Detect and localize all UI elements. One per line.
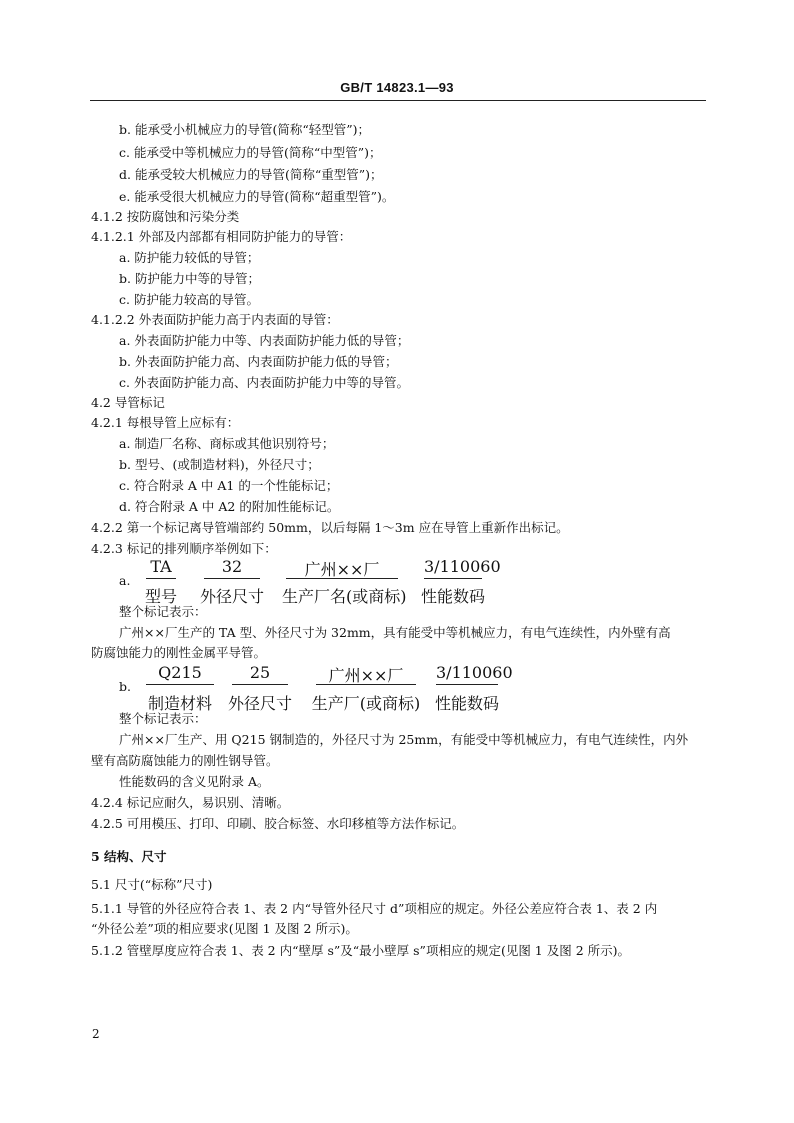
example-b-top-3: 广州××厂 [328,666,404,685]
text-line: d. 符合附录 A 中 A2 的附加性能标记。 [119,499,340,514]
text-line: 4.2.2 第一个标记离导管端部约 50mm，以后每隔 1～3m 应在导管上重新作出标记。 [91,520,569,535]
example-b-bottom-4: 性能数码 [434,694,499,713]
text-line: 4.1.2 按防腐蚀和污染分类 [91,209,240,224]
example-b-bottom-1: 制造材料 [147,694,212,713]
text-line: d. 能承受较大机械应力的导管(简称“重型管”)； [119,167,383,182]
example-a-top-4: 3/110060 [424,557,501,576]
example-b-bottom-2: 外径尺寸 [227,694,292,713]
example-b-top-4: 3/110060 [436,663,513,682]
text-line: 广州××厂生产、用 Q215 钢制造的，外径尺寸为 25mm，有能受中等机械应力，有电气连续性，内外 [119,732,689,747]
example-a-rule-2 [204,578,260,579]
text-line: 4.1.2.1 外部及内部都有相同防护能力的导管： [91,229,352,244]
text-line: b. 外表面防护能力高、内表面防护能力低的导管； [119,354,398,369]
example-a-bottom-1: 型号 [144,587,177,606]
text-line: “外径公差”项的相应要求(见图 1 及图 2 所示)。 [91,921,358,936]
text-line: 防腐蚀能力的刚性金属平导管。 [91,645,267,660]
example-a-top-2: 32 [221,557,243,576]
text-line: 整个标记表示： [119,711,207,726]
example-b-top-1: Q215 [158,663,202,682]
example-b-bottom-3: 生产厂(或商标) [311,694,421,713]
example-a-bottom-3: 生产厂名(或商标) [282,587,407,606]
text-line: c. 符合附录 A 中 A1 的一个性能标记； [119,478,339,493]
example-a-rule-1 [146,578,176,579]
text-line: 4.2 导管标记 [91,395,165,410]
example-b-rule-4 [436,684,498,685]
example-b-rule-3 [316,684,416,685]
text-line: 广州××厂生产的 TA 型、外径尺寸为 32mm，具有能受中等机械应力，有电气连续性，内外壁有高 [119,625,671,640]
text-line: 5 结构、尺寸 [91,849,167,864]
text-line: c. 外表面防护能力高、内表面防护能力中等的导管。 [119,375,409,390]
text-line: c. 防护能力较高的导管。 [119,292,259,307]
text-line: c. 能承受中等机械应力的导管(简称“中型管”)； [119,145,382,160]
page-header: GB/T 14823.1—93 [340,80,454,95]
text-line: 4.2.3 标记的排列顺序举例如下： [91,541,277,556]
example-a-bottom-2: 外径尺寸 [199,587,264,606]
text-line: b. 能承受小机械应力的导管(简称“轻型管”)； [119,122,370,137]
text-line: 壁有高防腐蚀能力的刚性钢导管。 [91,753,279,768]
text-line: 4.1.2.2 外表面防护能力高于内表面的导管： [91,312,339,327]
example-a-rule-3 [286,578,398,579]
text-line: a. 制造厂名称、商标或其他识别符号； [119,436,335,451]
example-a-label: a. [119,573,131,588]
text-line: 整个标记表示： [119,604,207,619]
text-line: a. 外表面防护能力中等、内表面防护能力低的导管； [119,333,410,348]
example-a-bottom-4: 性能数码 [420,587,485,606]
text-line: 5.1.1 导管的外径应符合表 1、表 2 内“导管外径尺寸 d”项相应的规定。外径公差应符合表 1、表 2 内 [91,901,658,916]
text-line: e. 能承受很大机械应力的导管(简称“超重型管”)。 [119,189,395,204]
text-line: 5.1 尺寸(“标称”尺寸) [91,877,213,892]
example-b-top-2: 25 [249,663,271,682]
text-line: a. 防护能力较低的导管； [119,250,260,265]
text-line: 4.2.1 每根导管上应标有： [91,415,240,430]
text-line: b. 型号、(或制造材料)，外径尺寸； [119,457,320,472]
example-a-top-1: TA [150,557,172,576]
text-line: b. 防护能力中等的导管； [119,271,260,286]
text-line: 4.2.5 可用模压、打印、印刷、胶合标签、水印移植等方法作标记。 [91,816,465,831]
text-line: 4.2.4 标记应耐久，易识别、清晰。 [91,795,290,810]
example-b-rule-1 [146,684,214,685]
example-a-rule-4 [424,578,482,579]
page-number: 2 [92,1027,100,1041]
header-rule [90,100,706,101]
example-a-top-3: 广州××厂 [304,560,380,579]
example-b-label: b. [119,679,131,694]
text-line: 5.1.2 管壁厚度应符合表 1、表 2 内“壁厚 s”及“最小壁厚 s”项相应的规定(见图 1 及图 2 所示)。 [91,943,630,958]
example-b-rule-2 [232,684,288,685]
text-line: 性能数码的含义见附录 A。 [119,774,270,789]
